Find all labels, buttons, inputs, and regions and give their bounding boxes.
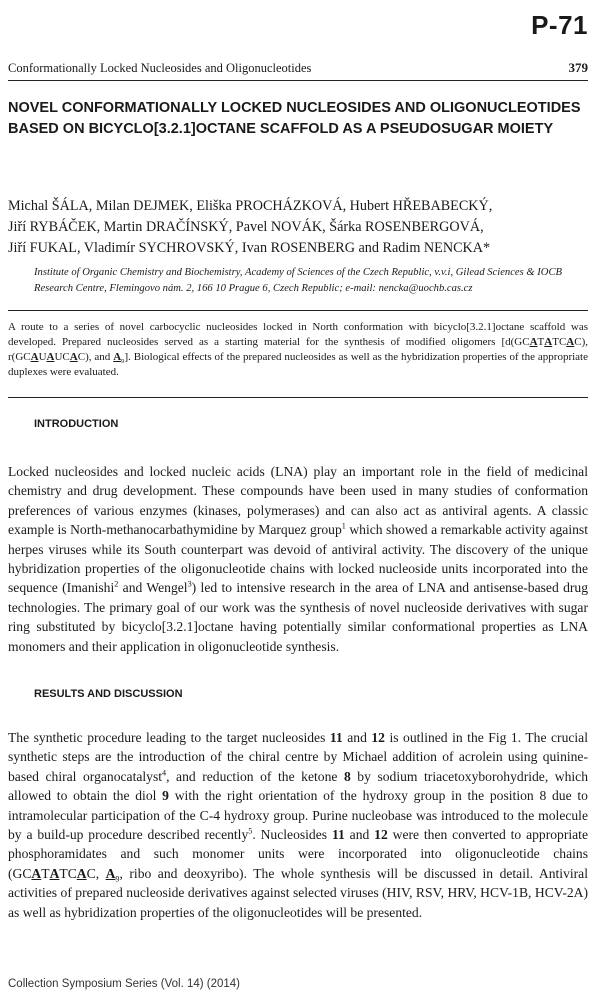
poster-id: P-71 — [531, 10, 588, 40]
section-heading-results: RESULTS AND DISCUSSION — [34, 688, 183, 700]
running-header — [8, 60, 588, 76]
abstract-bottom-rule — [8, 397, 588, 398]
header-rule — [8, 80, 588, 81]
abstract: A route to a series of novel carbocyclic nucleosides locked in North conformation with bicyclo[3.2.1]octane scaffold was developed. Prepared nucleosides served as a starting material for the synthesis of modified oligomers [d(GCATATCAC), r(GCAUAUCAC), and $A_9$]. Biological effects of the prepared nucleosides as well as the hybridization properties of the appropriate duplexes were evaluated. — [8, 321, 588, 378]
author-line: Jiří RYBÁČEK, Martin DRAČÍNSKÝ, Pavel NOVÁK, Šárka ROSENBERGOVÁ, — [8, 219, 484, 235]
citation-1: 1 — [341, 521, 346, 531]
page-number: 379 — [568, 60, 588, 75]
results-paragraph: The synthetic procedure leading to the target nucleosides 11 and 12 is outlined in the Fig 1. The crucial synthetic steps are the introduction of the chiral centre by Michael addition of acrolein using quinine-based chiral organocatalyst$^4$, and reduction of the ketone 8 by sodium triacetoxyborohydride, which allowed to obtain the diol 9 with the right orientation of the hydroxy group in the position 8 due to intramolecular participation of the C-4 hydroxy group. Purine nucleobase was introduced to the molecule by a build-up procedure described recently$^5$. Nucleosides 11 and 12 were then converted to appropriate phosphoramidates and such monomer units were incorporated into oligonucleotide chains (GCATATCAC, $A_9$, ribo and deoxyribo). The whole synthesis will be discussed in detail. Antiviral activities of prepared nucleoside derivatives against selected viruses (HIV, RSV, HRV, HCV-1B, HCV-2A) as well as hybridization properties of the oligonucleotides will be presented. — [8, 730, 588, 920]
citation-5: 5 — [248, 826, 253, 836]
citation-4: 4 — [162, 768, 167, 778]
author-line: Michal ŠÁLA, Milan DEJMEK, Eliška PROCHÁZKOVÁ, Hubert HŘEBABECKÝ, — [8, 198, 493, 214]
paper-title: NOVEL CONFORMATIONALLY LOCKED NUCLEOSIDES AND OLIGONUCLEOTIDES BASED ON BICYCLO[3.2.1]OCTANE SCAFFOLD AS A PSEUDOSUGAR MOIETY — [8, 100, 581, 137]
abstract-top-rule — [8, 310, 588, 311]
citation-3: 3 — [187, 579, 192, 589]
introduction-paragraph: Locked nucleosides and locked nucleic acids (LNA) play an important role in the field of medicinal chemistry and drug development. These compounds have been used in many studies of conformation preferences of various enzymes (kinases, polymerases) and can also act as antiviral agents. A classic example is North-methanocarbathymidine by Marquez group$^1$ which showed a remarkable activity against herpes viruses while its South counterpart was devoid of antiviral activity. The discovery of the unique hybridization properties of the oligonucleotide chains with locked nucleoside units incorporated into the sequence (Imanishi$^2$ and Wengel$^3$) led to intensive research in the area of LNA and antisense-based drug technologies. The primary goal of our work was the synthesis of novel nucleoside derivatives with sugar ring substituted by bicyclo[3.2.1]octane having potentially similar conformational properties as LNA monomers and their application in oligonucleotide synthesis. — [8, 464, 589, 654]
running-header-title: Conformationally Locked Nucleosides and Oligonucleotides — [8, 61, 312, 75]
section-heading-introduction: INTRODUCTION — [34, 418, 119, 430]
author-line: Jiří FUKAL, Vladimír SYCHROVSKÝ, Ivan ROSENBERG and Radim NENCKA* — [8, 240, 491, 256]
author-list — [8, 196, 588, 259]
footer-citation: Collection Symposium Series (Vol. 14) (2014) — [8, 978, 241, 990]
affiliation: Institute of Organic Chemistry and Biochemistry, Academy of Sciences of the Czech Republic, v.v.i, Gilead Sciences & IOCB Research Centre, Flemingovo nám. 2, 166 10 Prague 6, Czech Republic; e-mail: nencka@uochb.cas.cz — [34, 267, 562, 294]
citation-2: 2 — [114, 579, 119, 589]
